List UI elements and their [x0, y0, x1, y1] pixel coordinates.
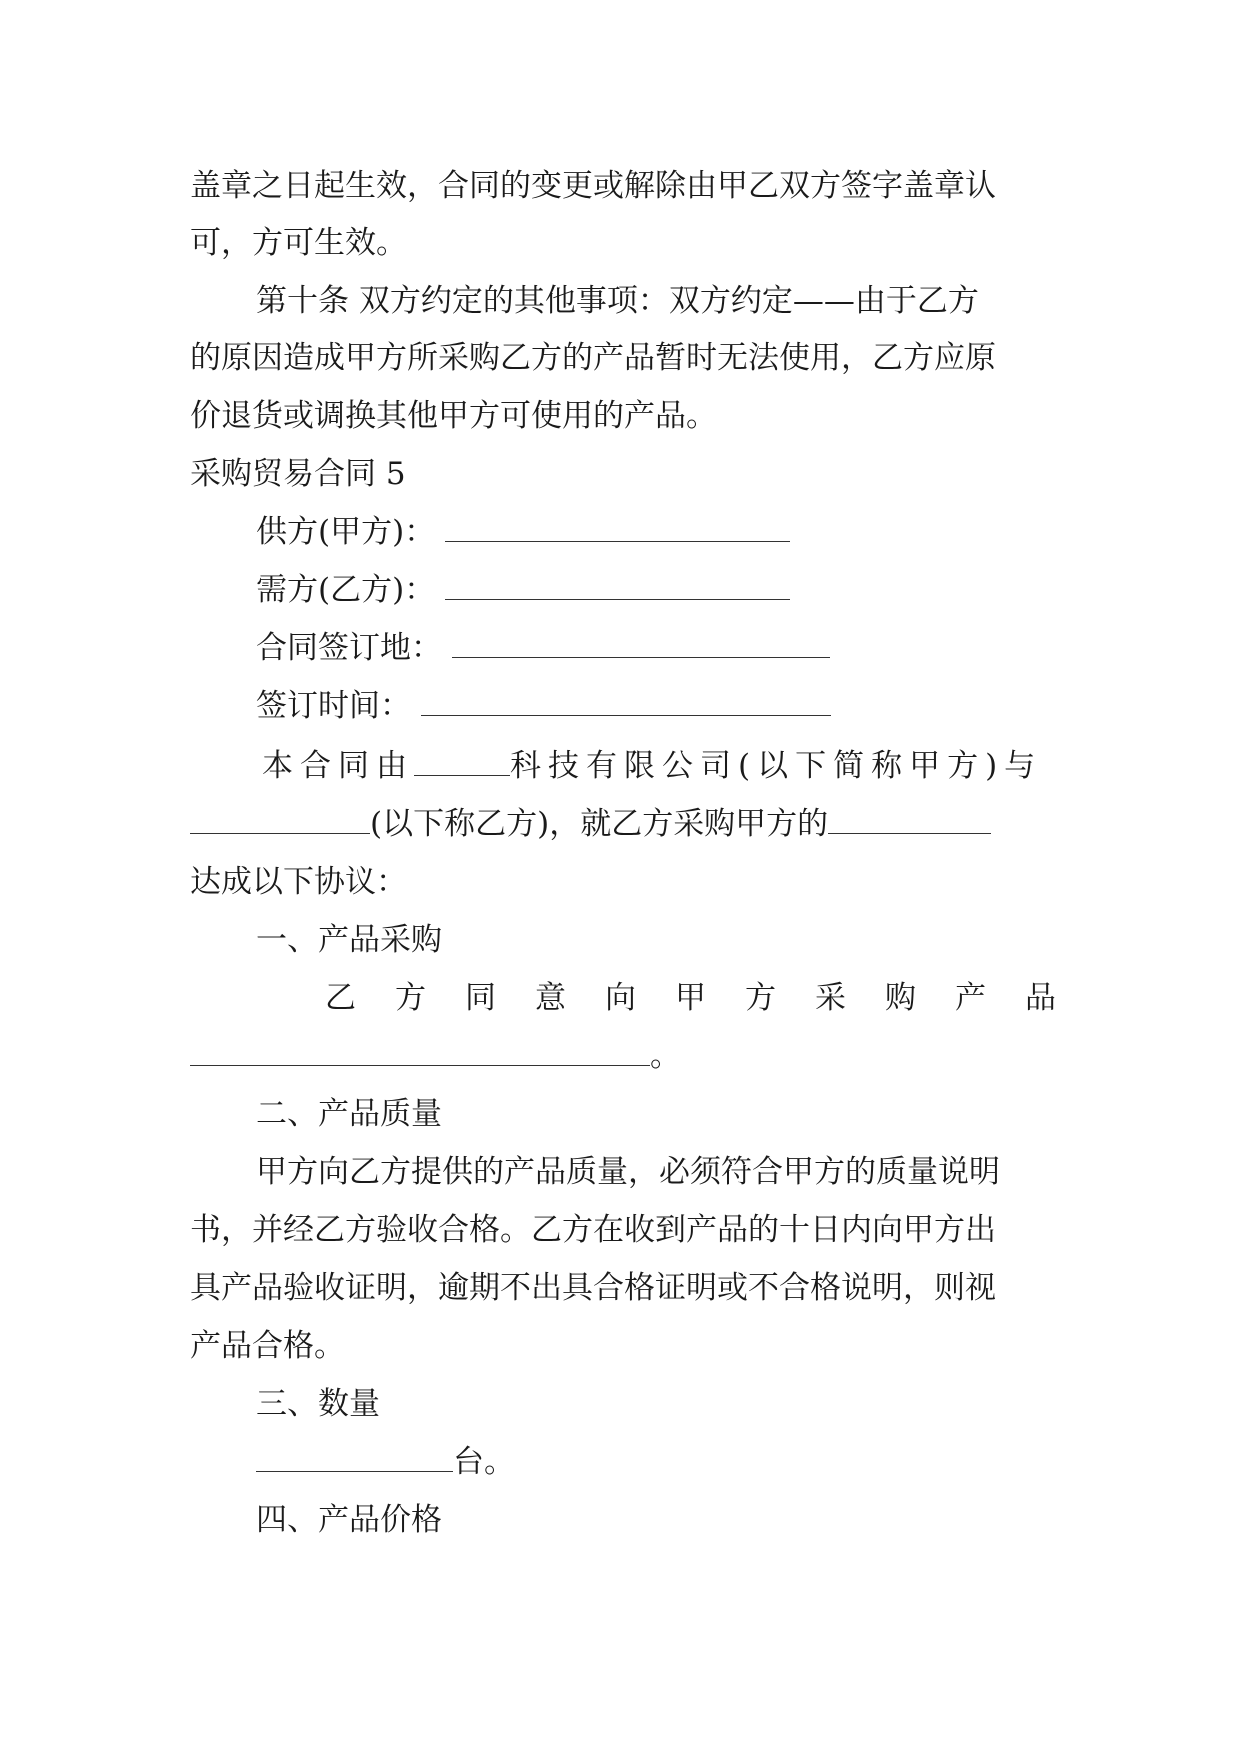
section-one-title: 一、产品采购: [256, 922, 442, 958]
paragraph-line: 盖章之日起生效，合同的变更或解除由甲乙双方签字盖章认: [190, 168, 996, 204]
section-one-end: 。: [650, 1038, 681, 1074]
section-three-title: 三、数量: [256, 1386, 380, 1422]
quantity-row: [256, 1442, 1050, 1482]
place-blank: [452, 631, 830, 658]
section-two-line: 甲方向乙方提供的产品质量，必须符合甲方的质量说明: [256, 1154, 1000, 1190]
place-row: [256, 628, 1050, 668]
contract-heading: 采购贸易合同 5: [190, 456, 406, 492]
product-blank: [828, 807, 991, 834]
section-four-title: 四、产品价格: [256, 1502, 442, 1538]
section-two-line: 具产品验收证明，逾期不出具合格证明或不合格说明，则视: [190, 1270, 996, 1306]
supplier-row: [256, 512, 1050, 552]
intro-text-a: 本合同由: [262, 748, 414, 784]
place-label: 合同签订地：: [256, 630, 442, 666]
company-blank: [414, 749, 510, 776]
buyer-row: [256, 570, 1050, 610]
buyer-label: 需方(乙方)：: [256, 572, 436, 608]
section-one-blank-row: [190, 1036, 1050, 1076]
section-two-line: 书，并经乙方验收合格。乙方在收到产品的十日内向甲方出: [190, 1212, 996, 1248]
supplier-label: 供方(甲方)：: [256, 514, 436, 550]
intro-text-b: 科技有限公司(以下简称甲方)与: [510, 748, 1043, 784]
time-label: 签订时间：: [256, 688, 411, 724]
product-name-blank: [190, 1039, 650, 1066]
intro-line-2: [190, 804, 1050, 844]
quantity-blank: [256, 1445, 453, 1472]
supplier-blank: [445, 515, 790, 542]
article-ten-line: 第十条 双方约定的其他事项：双方约定——由于乙方: [256, 283, 979, 319]
time-row: [256, 686, 1050, 726]
buyer-blank: [445, 573, 790, 600]
intro-line-1: [262, 746, 1050, 786]
paragraph-line: 的原因造成甲方所采购乙方的产品暂时无法使用，乙方应原: [190, 340, 996, 376]
section-two-title: 二、产品质量: [256, 1096, 442, 1132]
quantity-unit: 台。: [453, 1444, 515, 1480]
intro-text-c: (以下称乙方)，就乙方采购甲方的: [370, 806, 829, 842]
party-b-blank: [190, 807, 370, 834]
time-blank: [421, 689, 831, 716]
paragraph-line: 可，方可生效。: [190, 225, 407, 261]
section-two-line: 产品合格。: [190, 1328, 345, 1364]
paragraph-line: 价退货或调换其他甲方可使用的产品。: [190, 398, 717, 434]
intro-line-3: 达成以下协议：: [190, 864, 407, 900]
section-one-text: 乙方同意向甲方采购产品: [325, 980, 1095, 1016]
